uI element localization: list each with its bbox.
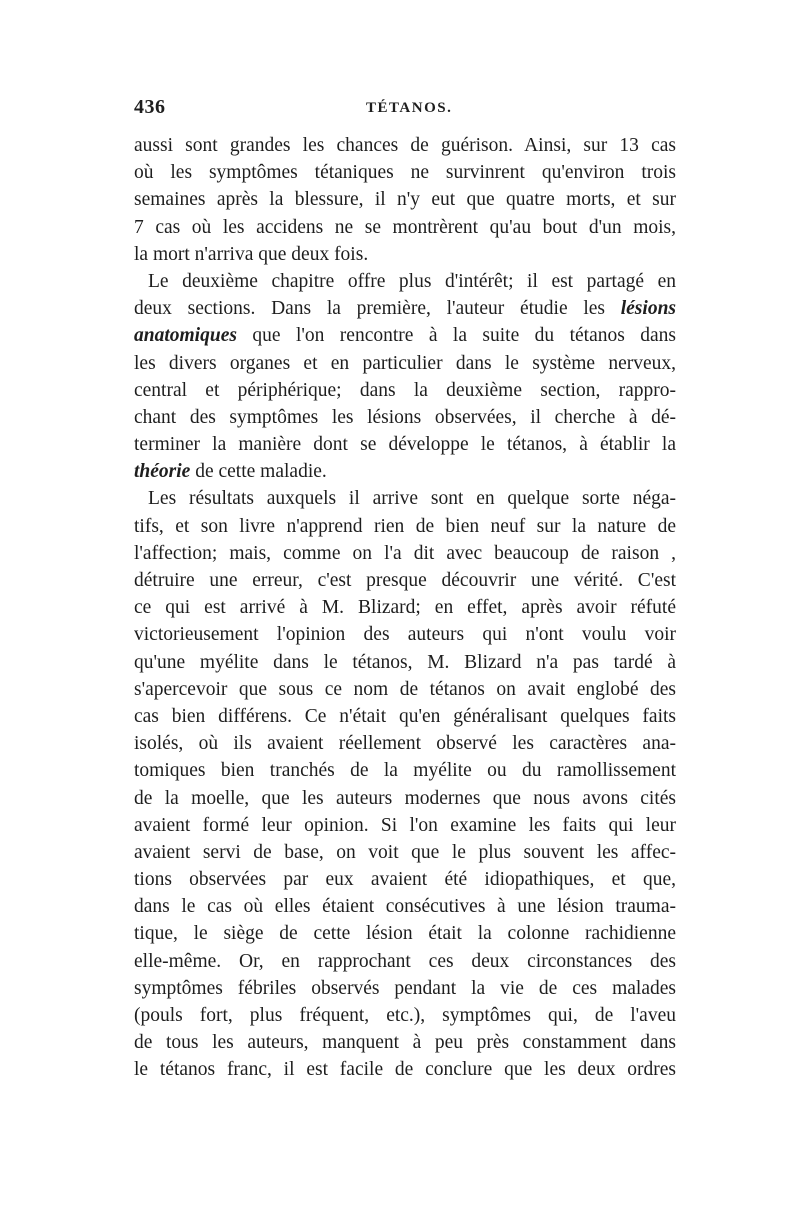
text-line [134, 730, 676, 757]
line-text: Les résultats auxquels il arrive sont en quelque sorte néga- [148, 488, 676, 510]
running-title: TÉTANOS. [366, 100, 453, 116]
line-text: qu'une myélite dans le tétanos, M. Blizard n'a pas tardé à [134, 651, 676, 673]
line-text: où les symptômes tétaniques ne survinrent qu'environ trois [134, 162, 676, 184]
text-line [134, 377, 676, 404]
text-line [134, 458, 676, 485]
line-text: cas bien différens. Ce n'était qu'en généralisant quelques faits [134, 705, 676, 727]
text-line [134, 567, 676, 594]
text-line [134, 431, 676, 458]
text-line [134, 703, 676, 730]
text-line [134, 540, 676, 567]
text-line [134, 1002, 676, 1029]
italic-term: théorie [134, 461, 191, 483]
line-text: détruire une erreur, c'est presque découvrir une vérité. C'est [134, 570, 676, 591]
line-text: deux sections. Dans la première, l'auteur étudie les [134, 298, 621, 320]
line-text: la mort n'arriva que deux fois. [134, 243, 369, 265]
page-number: 436 [134, 96, 166, 118]
line-text: de la moelle, que les auteurs modernes que nous avons cités [134, 787, 676, 809]
running-head [134, 96, 678, 122]
line-text: tomiques bien tranchés de la myélite ou du ramollissement [134, 760, 676, 782]
text-line [134, 757, 676, 784]
line-text: isolés, où ils avaient réellement observé les caractères ana- [134, 733, 676, 755]
italic-term: anatomiques [134, 325, 237, 347]
text-line [134, 676, 676, 703]
line-text: que l'on rencontre à la suite du tétanos dans [236, 325, 676, 347]
text-line [134, 866, 676, 893]
line-text: semaines après la blessure, il n'y eut que quatre morts, et sur [134, 189, 676, 211]
italic-term: lésions [620, 298, 676, 320]
line-text: terminer la manière dont se développe le tétanos, à établir la [134, 434, 676, 456]
line-text: tifs, et son livre n'apprend rien de bien neuf sur la nature de [134, 515, 676, 537]
text-line [134, 485, 676, 512]
line-text: aussi sont grandes les chances de guérison. Ainsi, sur 13 cas [134, 135, 676, 156]
line-text: de cette maladie. [190, 461, 327, 483]
line-text: ce qui est arrivé à M. Blizard; en effet, après avoir réfuté [134, 597, 676, 619]
line-text: Le deuxième chapitre offre plus d'intérêt; il est partagé en [148, 270, 676, 292]
line-text: de tous les auteurs, manquent à peu près constamment dans [134, 1032, 676, 1054]
text-line [134, 322, 676, 349]
text-line [134, 295, 676, 322]
text-line [134, 241, 676, 268]
text-line [134, 159, 676, 186]
text-line [134, 132, 676, 159]
line-text: avaient formé leur opinion. Si l'on examine les faits qui leur [134, 814, 676, 836]
text-line [134, 268, 676, 295]
line-text: s'apercevoir que sous ce nom de tétanos on avait englobé des [134, 678, 676, 700]
line-text: chant des symptômes les lésions observées, il cherche à dé- [134, 406, 676, 428]
text-line [134, 975, 676, 1002]
text-line [134, 350, 676, 377]
line-text: les divers organes et en particulier dans le système nerveux, [134, 352, 676, 374]
text-line [134, 920, 676, 947]
body-text [134, 132, 676, 1084]
text-line [134, 948, 676, 975]
line-text: l'affection; mais, comme on l'a dit avec beaucoup de raison , [134, 542, 676, 564]
line-text: victorieusement l'opinion des auteurs qui n'ont voulu voir [134, 624, 676, 646]
line-text: (pouls fort, plus fréquent, etc.), symptômes qui, de l'aveu [134, 1005, 676, 1026]
text-line [134, 594, 676, 621]
text-line [134, 649, 676, 676]
line-text: tique, le siège de cette lésion était la colonne rachidienne [134, 923, 676, 945]
text-line [134, 186, 676, 213]
text-line [134, 893, 676, 920]
text-line [134, 214, 676, 241]
line-text: central et périphérique; dans la deuxième section, rappro- [134, 379, 676, 401]
text-line [134, 404, 676, 431]
line-text: 7 cas où les accidens ne se montrèrent qu'au bout d'un mois, [134, 216, 676, 238]
text-line [134, 1056, 676, 1083]
line-text: symptômes fébriles observés pendant la vie de ces malades [134, 977, 676, 999]
text-line [134, 785, 676, 812]
line-text: elle-même. Or, en rapprochant ces deux circonstances des [134, 950, 676, 972]
line-text: le tétanos franc, il est facile de conclure que les deux ordres [134, 1059, 676, 1081]
line-text: avaient servi de base, on voit que le plus souvent les affec- [134, 841, 676, 863]
text-line [134, 1029, 676, 1056]
text-line [134, 513, 676, 540]
text-line [134, 621, 676, 648]
line-text: dans le cas où elles étaient consécutives à une lésion trauma- [134, 896, 676, 918]
text-line [134, 812, 676, 839]
text-line [134, 839, 676, 866]
line-text: tions observées par eux avaient été idiopathiques, et que, [134, 869, 676, 891]
